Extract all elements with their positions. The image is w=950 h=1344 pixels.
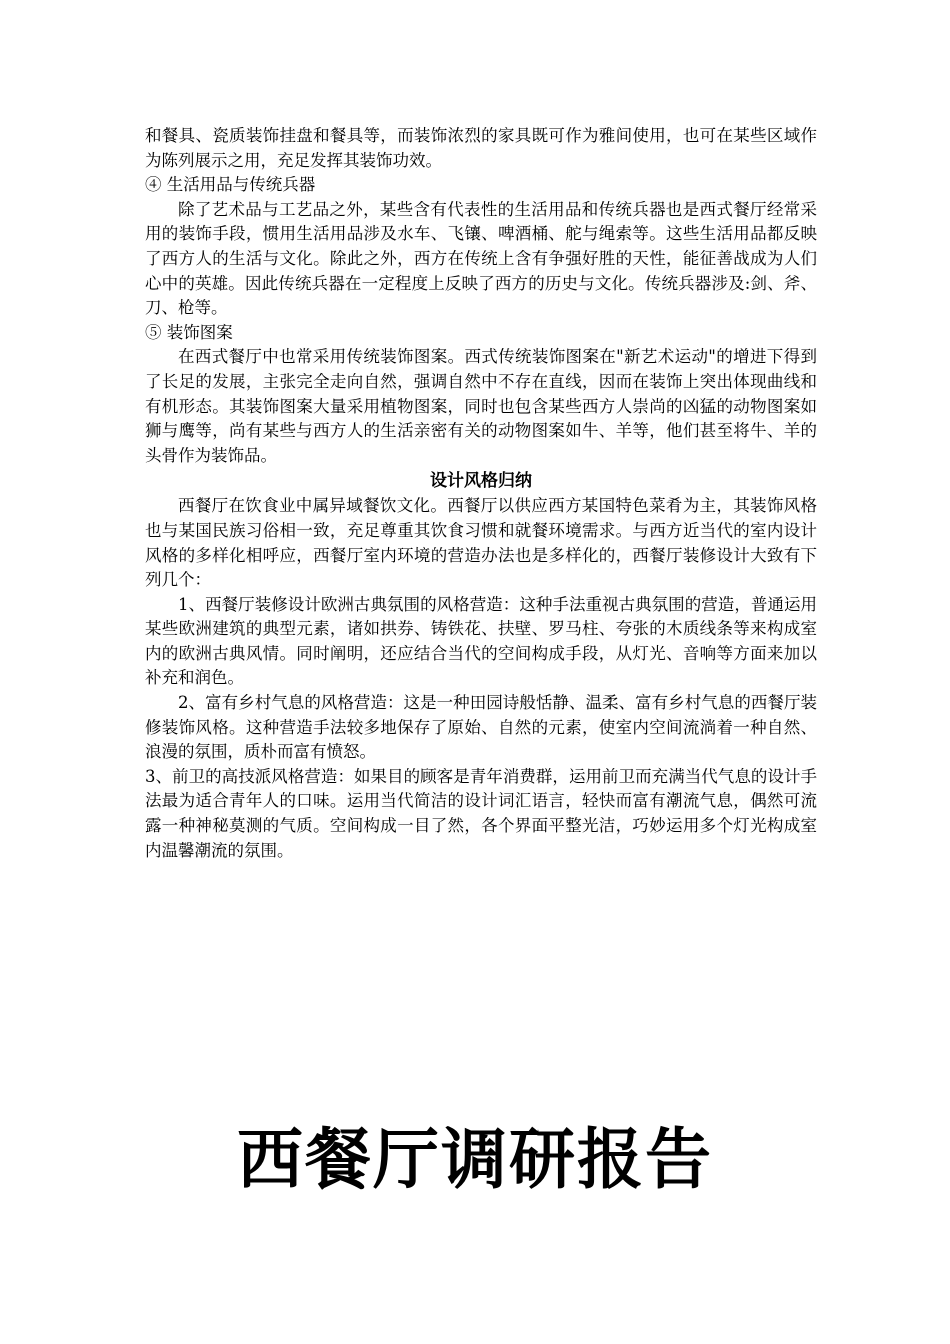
document-body (145, 124, 817, 863)
item-heading-patterns: ⑤ 装饰图案 (145, 322, 233, 342)
paragraph-patterns: 在西式餐厅中也常采用传统装饰图案。西式传统装饰图案在"新艺术运动"的增进下得到了长足的发展，主张完全走向自然，强调自然中不存在直线，因而在装饰上突出体现曲线和有机形态。其装饰图案大量采用植物图案，同时也包含某些西方人崇尚的凶猛的动物图案如狮与鹰等，尚有某些与西方人的生活亲密有关的动物图案如牛、羊等，他们甚至将牛、羊的头骨作为装饰品。 (145, 347, 817, 465)
paragraph-style-classical: 1、西餐厅装修设计欧洲古典氛围的风格营造：这种手法重视古典氛围的营造，普通运用某些欧洲建筑的典型元素，诸如拱券、铸铁花、扶壁、罗马柱、夸张的木质线条等来构成室内的欧洲古典风情。同时阐明，还应结合当代的空间构成手段，从灯光、音响等方面来加以补充和润色。 (145, 594, 817, 688)
cover-title: 西餐厅调研报告 (237, 1121, 713, 1198)
paragraph-style-rural: 2、富有乡村气息的风格营造：这是一种田园诗般恬静、温柔、富有乡村气息的西餐厅装修装饰风格。这种营造手法较多地保存了原始、自然的元素，使室内空间流淌着一种自然、浪漫的氛围，质朴而富有愤怒。 (145, 693, 817, 762)
paragraph-continuation: 和餐具、瓷质装饰挂盘和餐具等，而装饰浓烈的家具既可作为雅间使用，也可在某些区域作为陈列展示之用，充足发挥其装饰功效。 (145, 126, 817, 170)
paragraph-style-hightech: 3、前卫的高技派风格营造：如果目的顾客是青年消费群，运用前卫而充满当代气息的设计手法最为适合青年人的口味。运用当代简洁的设计词汇语言，轻快而富有潮流气息，偶然可流露一种神秘莫测的气质。空间构成一目了然，各个界面平整光洁，巧妙运用多个灯光构成室内温馨潮流的氛围。 (145, 766, 817, 860)
paragraph-daily-goods: 除了艺术品与工艺品之外，某些含有代表性的生活用品和传统兵器也是西式餐厅经常采用的装饰手段，惯用生活用品涉及水车、飞镶、啤酒桶、舵与绳索等。这些生活用品都反映了西方人的生活与文化。除此之外，西方在传统上含有争强好胜的天性，能征善战成为人们心中的英雄。因此传统兵器在一定程度上反映了西方的历史与文化。传统兵器涉及:剑、斧、刀、枪等。 (145, 199, 817, 318)
item-heading-daily-goods: ④ 生活用品与传统兵器 (145, 175, 316, 195)
paragraph-style-intro: 西餐厅在饮食业中属异域餐饮文化。西餐厅以供应西方某国特色菜肴为主，其装饰风格也与某国民族习俗相一致，充足尊重其饮食习惯和就餐环境需求。与西方近当代的室内设计风格的多样化相呼应，西餐厅室内环境的营造办法也是多样化的，西餐厅装修设计大致有下列几个： (145, 496, 817, 590)
section-title: 设计风格归纳 (430, 471, 532, 492)
